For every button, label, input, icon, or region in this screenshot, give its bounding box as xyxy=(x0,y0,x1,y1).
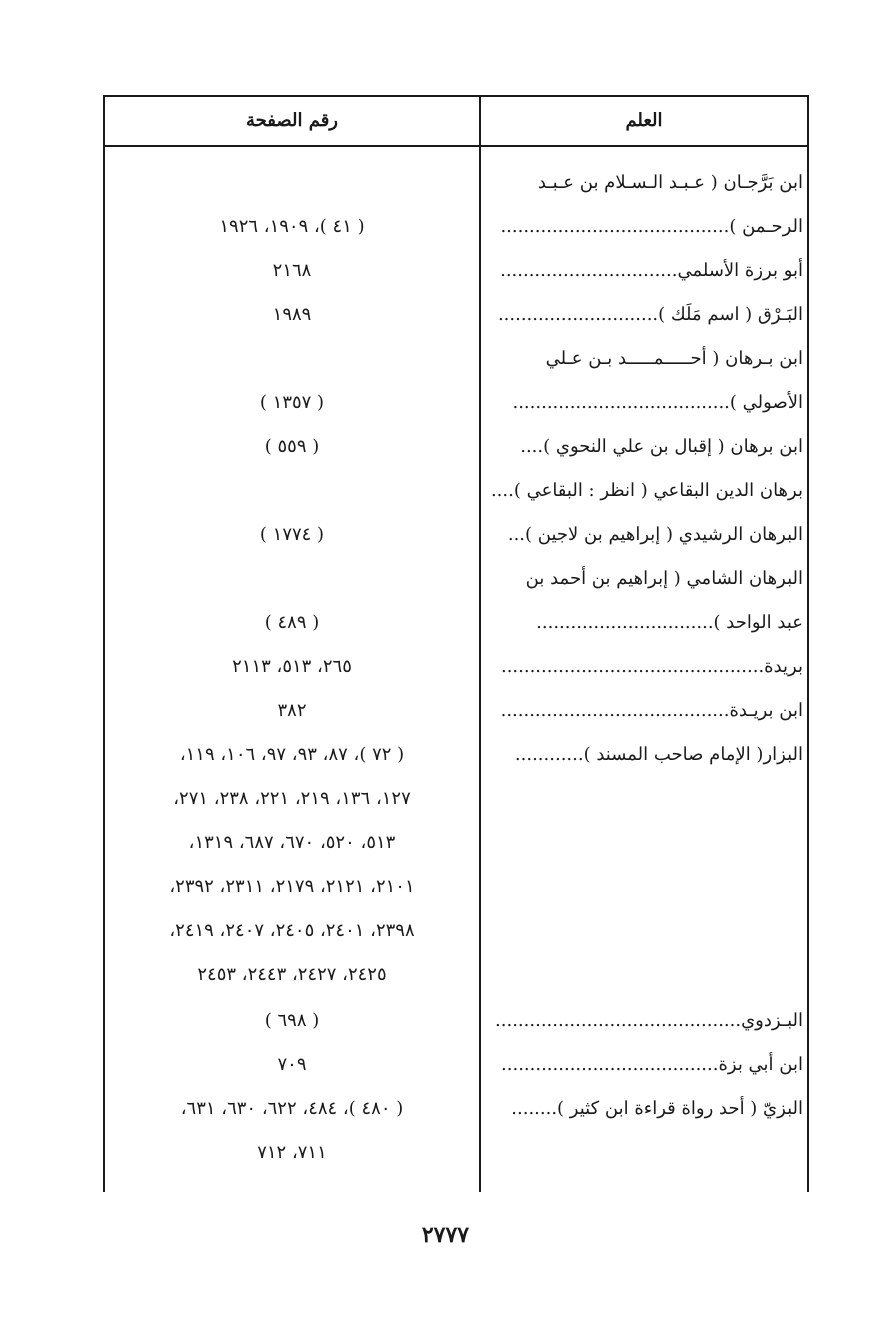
table-row xyxy=(105,557,807,601)
table-row xyxy=(105,733,807,777)
table-header xyxy=(105,97,807,147)
table-row xyxy=(105,645,807,689)
header-pages-column: رقم الصفحة xyxy=(245,110,338,131)
entry-pages: ٧٠٩ xyxy=(277,1054,307,1075)
entry-name xyxy=(481,953,803,997)
entry-name: الرحـمن )........................................ xyxy=(500,216,803,237)
entry-pages: ( ٧٢ )، ٨٧، ٩٣، ٩٧، ١٠٦، ١١٩، xyxy=(179,744,405,765)
table-row xyxy=(105,337,807,381)
entry-name: البرهان الشامي ( إبراهيم بن أحمد بن xyxy=(525,568,803,589)
entry-name xyxy=(481,909,803,953)
table-row xyxy=(105,513,807,557)
table-row xyxy=(105,381,807,425)
entry-name: البزار( الإمام صاحب المسند )............ xyxy=(514,744,803,765)
table-row xyxy=(105,999,807,1043)
entry-pages: ( ١٧٧٤ ) xyxy=(259,524,325,545)
entry-name: البرهان الرشيدي ( إبراهيم بن لاجين )... xyxy=(507,524,803,545)
table-row xyxy=(105,821,807,865)
table-row xyxy=(105,777,807,821)
entry-pages: ٥١٣، ٥٢٠، ٦٧٠، ٦٨٧، ١٣١٩، xyxy=(188,832,396,853)
entry-pages: ( ٤٨٠ )، ٤٨٤، ٦٢٢، ٦٣٠، ٦٣١، xyxy=(180,1098,404,1119)
entry-pages xyxy=(105,469,479,513)
page-number: ٢٧٧٧ xyxy=(421,1222,470,1248)
entry-name: ابن برهان ( إقبال بن علي النحوي ).... xyxy=(520,436,803,457)
table-row xyxy=(105,865,807,909)
entry-pages: ٣٨٢ xyxy=(277,700,307,721)
entry-name xyxy=(481,1131,803,1175)
entry-pages xyxy=(105,557,479,601)
table-row xyxy=(105,469,807,513)
entry-pages: ( ١٣٥٧ ) xyxy=(259,392,325,413)
entry-pages: ٢١٠١، ٢١٢١، ٢١٧٩، ٢٣١١، ٢٣٩٢، xyxy=(169,876,415,897)
table-row xyxy=(105,1043,807,1087)
entry-pages: ٢١٦٨ xyxy=(272,260,312,281)
table-row xyxy=(105,689,807,733)
entry-pages: ٢٣٩٨، ٢٤٠١، ٢٤٠٥، ٢٤٠٧، ٢٤١٩، xyxy=(169,920,415,941)
entry-name: ابن بَرَّجـان ( عـبـد الـسـلام بن عـبـد xyxy=(537,172,803,193)
table-row xyxy=(105,249,807,293)
entry-name: البزيّ ( أحد رواة قراءة ابن كثير )........ xyxy=(511,1098,803,1119)
entry-name: الأصولي )...................................... xyxy=(512,392,803,413)
table-row xyxy=(105,425,807,469)
entry-pages xyxy=(105,161,479,205)
entry-pages: ٢٦٥، ٥١٣، ٢١١٣ xyxy=(232,656,352,677)
entry-name: ابن بريـدة........................................ xyxy=(500,700,803,721)
entry-name: عبد الواحد )............................... xyxy=(536,612,803,633)
table-row xyxy=(105,293,807,337)
entry-pages: ٧١١، ٧١٢ xyxy=(257,1142,327,1163)
entry-name: برهان الدين البقاعي ( انظر : البقاعي ).... xyxy=(490,480,803,501)
entry-pages: ( ٤١ )، ١٩٠٩، ١٩٢٦ xyxy=(219,216,365,237)
entry-pages: ١٢٧، ١٣٦، ٢١٩، ٢٢١، ٢٣٨، ٢٧١، xyxy=(173,788,411,809)
table-row xyxy=(105,1131,807,1175)
table-row xyxy=(105,1087,807,1131)
entry-pages: ٢٤٢٥، ٢٤٢٧، ٢٤٤٣، ٢٤٥٣ xyxy=(197,964,387,985)
index-table xyxy=(103,95,809,1192)
entry-pages: ( ٤٨٩ ) xyxy=(264,612,320,633)
entry-name xyxy=(481,865,803,909)
table-row xyxy=(105,953,807,997)
table-row xyxy=(105,909,807,953)
header-name-column: العلم xyxy=(625,110,663,131)
entry-pages: ( ٦٩٨ ) xyxy=(264,1010,320,1031)
entry-name: ابن بـرهان ( أحـــــمـــــد بـن عـلي xyxy=(545,348,803,369)
entry-name: ابن أبي بزة...................................... xyxy=(501,1054,803,1075)
table-row xyxy=(105,205,807,249)
entry-name xyxy=(481,821,803,865)
entry-pages: ( ٥٥٩ ) xyxy=(264,436,320,457)
entry-name xyxy=(481,777,803,821)
entry-name: البَـرْق ( اسم مَلَك )............................ xyxy=(497,304,803,325)
entry-name: أبو برزة الأسلمي............................... xyxy=(500,260,803,281)
entry-pages xyxy=(105,337,479,381)
table-row xyxy=(105,161,807,205)
entry-name: بريدة.............................................. xyxy=(500,656,803,677)
entry-pages: ١٩٨٩ xyxy=(272,304,312,325)
table-row xyxy=(105,601,807,645)
entry-name: البـزدوي........................................... xyxy=(495,1010,803,1031)
